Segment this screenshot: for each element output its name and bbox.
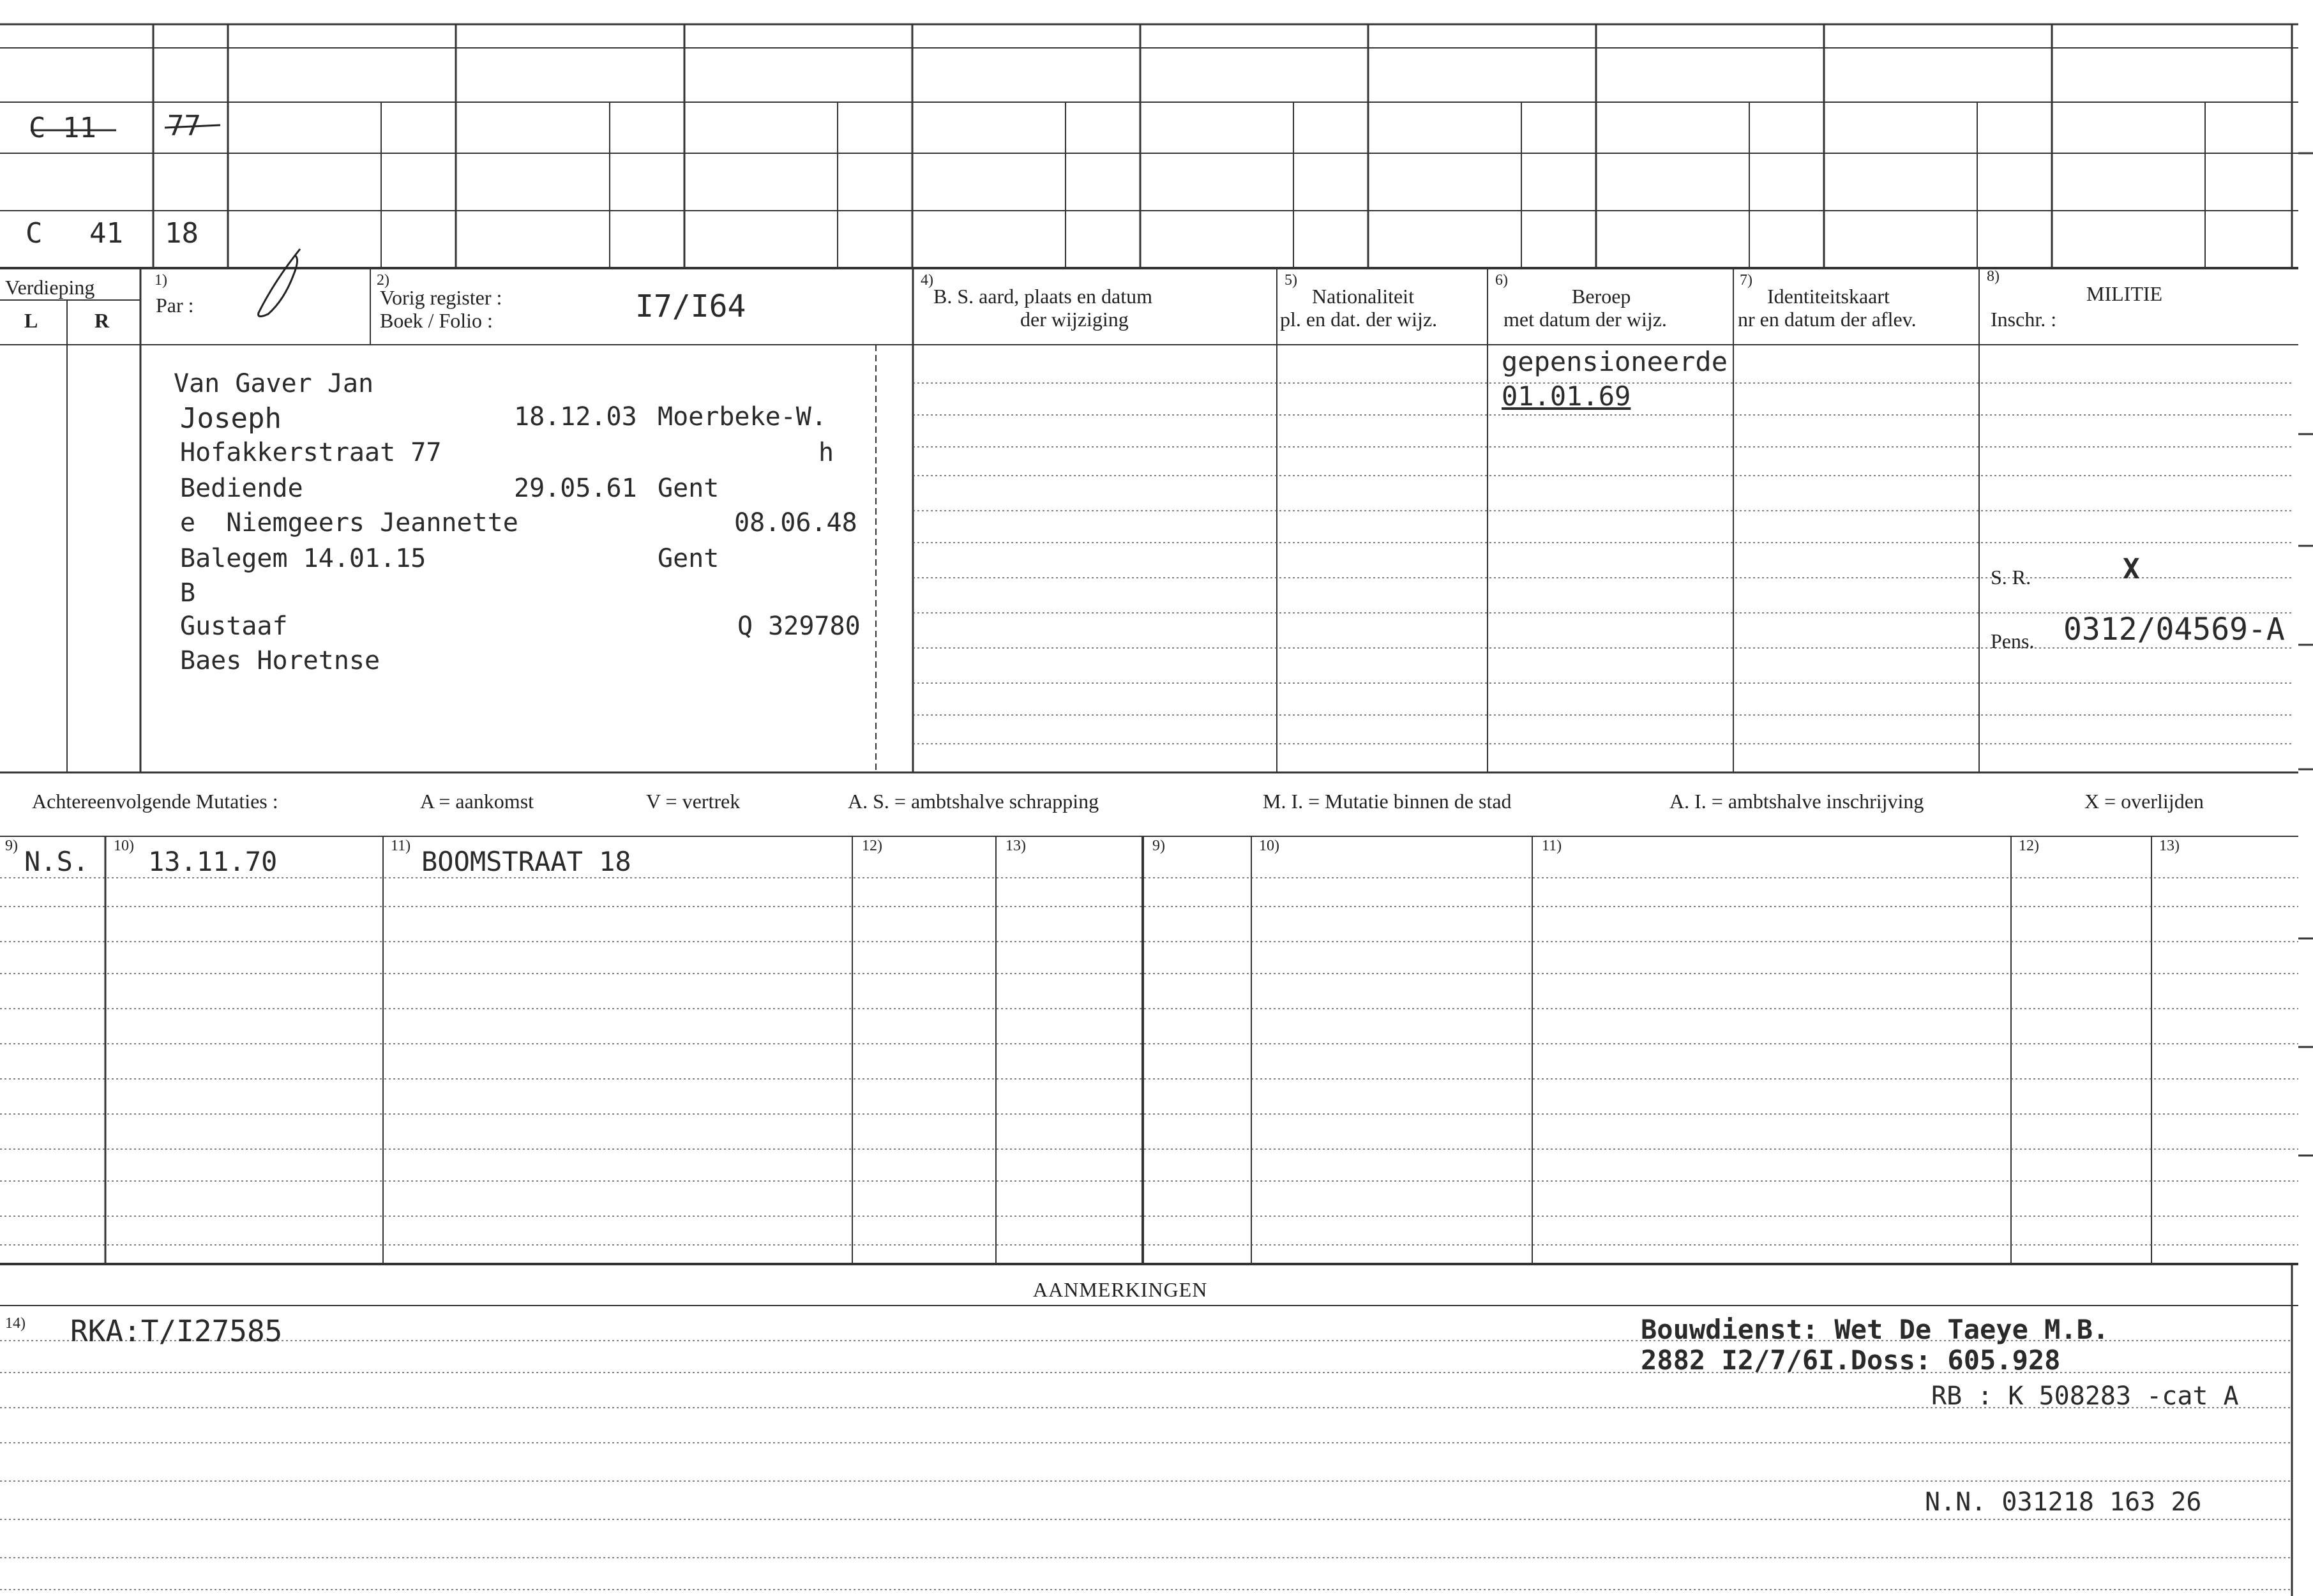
vorig-register-label: Vorig register : xyxy=(380,286,502,309)
beroep-label-1: Beroep xyxy=(1572,285,1631,308)
code-letter: C xyxy=(26,217,43,250)
note-4: 4) xyxy=(921,272,933,289)
legend-mi: M. I. = Mutatie binnen de stad xyxy=(1263,790,1512,813)
nat-label-2: pl. en dat. der wijz. xyxy=(1280,308,1438,331)
legend-title: Achtereenvolgende Mutaties : xyxy=(32,790,278,813)
remarks-bouwdienst: Bouwdienst: Wet De Taeye M.B. xyxy=(1641,1314,2109,1345)
beroep-date: 01.01.69 xyxy=(1502,380,1631,412)
person-code: Q 329780 xyxy=(737,612,861,641)
remarks-rb: RB : K 508283 -cat A xyxy=(1931,1381,2239,1411)
note-7: 7) xyxy=(1740,272,1752,289)
verdieping-label: Verdieping xyxy=(5,276,95,299)
mutation-date: 13.11.70 xyxy=(148,846,278,877)
mut-note-13: 13) xyxy=(1006,838,1026,854)
person-h: h xyxy=(818,438,834,467)
note-1: 1) xyxy=(154,272,167,289)
register-value: I7/I64 xyxy=(635,289,746,324)
person-job-place: Gent xyxy=(658,474,720,503)
mut-note-9b: 9) xyxy=(1152,838,1165,854)
person-mother: Baes Horetnse xyxy=(180,646,380,675)
mut-note-10b: 10) xyxy=(1259,838,1279,854)
mut-note-12b: 12) xyxy=(2019,838,2039,854)
mut-note-11b: 11) xyxy=(1542,838,1562,854)
note-2: 2) xyxy=(377,272,389,289)
remarks-nn: N.N. 031218 163 26 xyxy=(1925,1487,2202,1517)
person-street: Hofakkerstraat 77 xyxy=(180,438,442,467)
bs-label-2: der wijziging xyxy=(1020,308,1129,331)
l-label: L xyxy=(24,309,38,332)
id-label-1: Identiteitskaart xyxy=(1767,285,1890,308)
legend-a: A = aankomst xyxy=(420,790,534,813)
legend-ai: A. I. = ambtshalve inschrijving xyxy=(1669,790,1924,813)
id-label-2: nr en datum der aflev. xyxy=(1738,308,1917,331)
sr-value: X xyxy=(2123,553,2140,585)
pens-value: 0312/04569-A xyxy=(2063,612,2285,647)
legend-x: X = overlijden xyxy=(2084,790,2204,813)
person-birth-place: Moerbeke-W. xyxy=(658,402,827,432)
note-5: 5) xyxy=(1285,272,1297,289)
person-job-date: 29.05.61 xyxy=(514,474,637,503)
remarks-note-14: 14) xyxy=(5,1315,26,1332)
remarks-title: AANMERKINGEN xyxy=(1033,1278,1208,1301)
mut-note-12: 12) xyxy=(862,838,882,854)
note-8: 8) xyxy=(1987,268,2000,285)
person-spouse-date: 08.06.48 xyxy=(734,508,857,538)
legend-as: A. S. = ambtshalve schrapping xyxy=(848,790,1099,813)
mut-note-11: 11) xyxy=(391,838,411,854)
bs-label-1: B. S. aard, plaats en datum xyxy=(933,285,1153,308)
person-line-7: B xyxy=(180,578,196,608)
old-number: 77 xyxy=(167,110,201,142)
legend-v: V = vertrek xyxy=(646,790,741,813)
sr-label: S. R. xyxy=(1991,566,2031,589)
beroep-label-2: met datum der wijz. xyxy=(1503,308,1667,331)
person-line-1: Van Gaver Jan xyxy=(174,369,374,398)
person-spouse-city: Gent xyxy=(658,544,720,573)
remarks-doss: 2882 I2/7/6I.Doss: 605.928 xyxy=(1641,1344,2061,1376)
person-birth-date: 18.12.03 xyxy=(514,402,637,432)
mut-note-9: 9) xyxy=(5,838,18,854)
mutation-type: N.S. xyxy=(24,846,89,877)
r-label: R xyxy=(94,309,110,332)
mut-note-10: 10) xyxy=(114,838,134,854)
remarks-rka: RKA:T/I27585 xyxy=(70,1314,283,1348)
boek-folio-label: Boek / Folio : xyxy=(380,309,493,332)
code-number: 41 xyxy=(89,217,123,250)
beroep-value: gepensioneerde xyxy=(1502,346,1728,377)
person-first-name: Joseph xyxy=(180,402,282,435)
mutation-address: BOOMSTRAAT 18 xyxy=(421,846,631,877)
nat-label-1: Nationaliteit xyxy=(1312,285,1414,308)
old-code: C 11 xyxy=(29,112,96,144)
person-spouse: e Niemgeers Jeannette xyxy=(180,508,518,538)
note-6: 6) xyxy=(1495,272,1508,289)
person-job: Bediende xyxy=(180,474,303,503)
house-number: 18 xyxy=(165,217,199,250)
inschr-label: Inschr. : xyxy=(1991,308,2057,331)
pens-label: Pens. xyxy=(1991,629,2035,652)
par-label: Par : xyxy=(156,294,194,317)
par-signature-stroke xyxy=(259,249,300,317)
person-father: Gustaaf xyxy=(180,612,288,641)
militie-label: MILITIE xyxy=(2086,282,2163,305)
mut-note-13b: 13) xyxy=(2159,838,2180,854)
person-spouse-birth: Balegem 14.01.15 xyxy=(180,544,426,573)
